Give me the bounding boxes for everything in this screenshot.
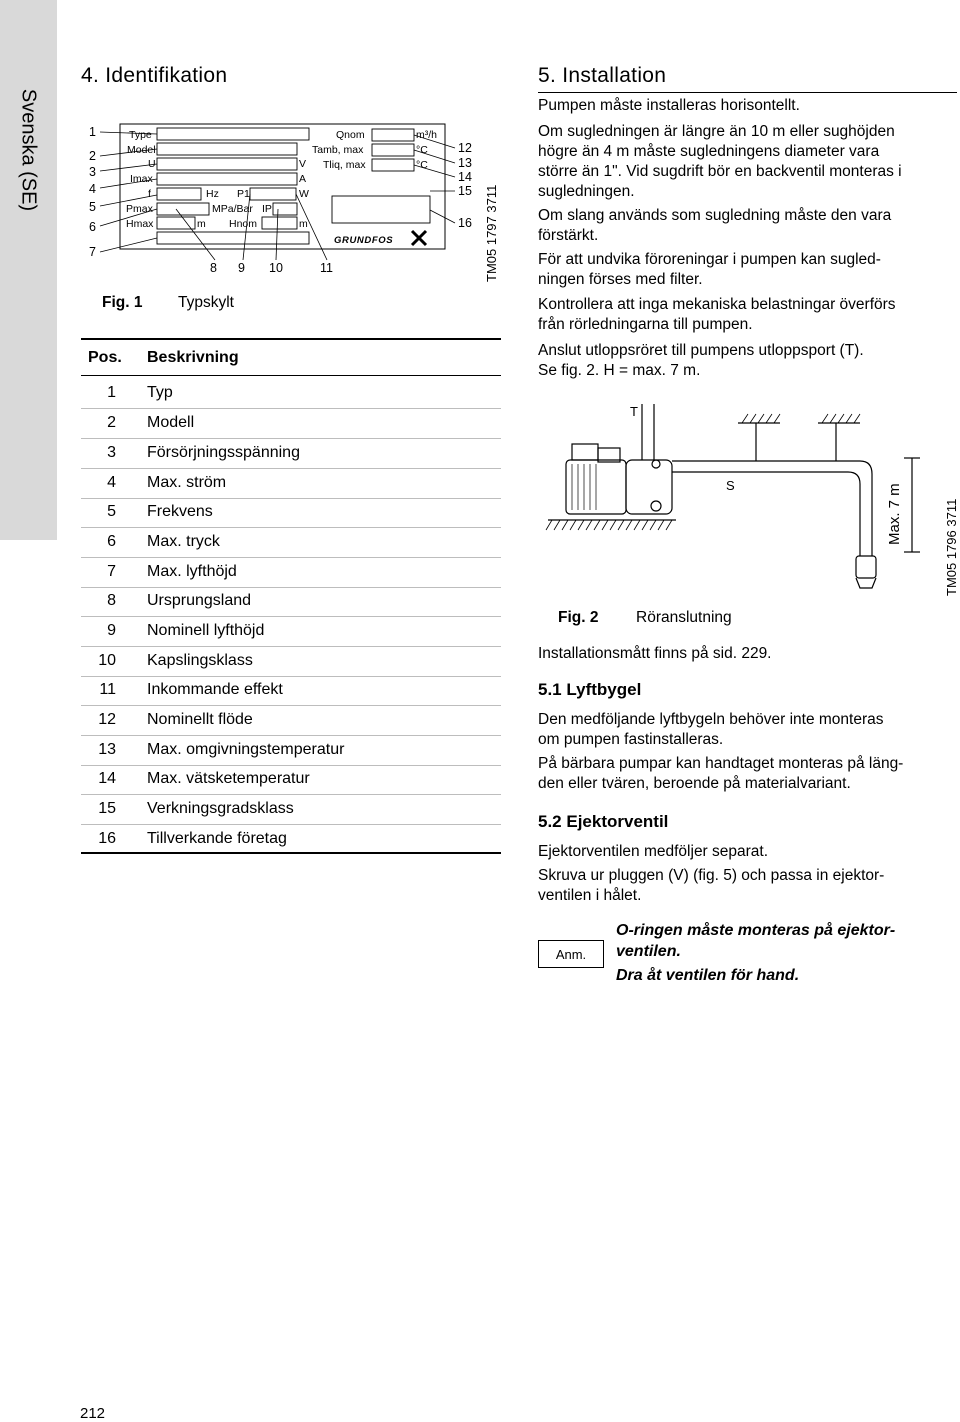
fig2-code: TM05 1796 3711 [944, 498, 959, 596]
plate-label-model: Model [127, 144, 156, 156]
plate-label-ip: IP [262, 203, 272, 215]
fig1-code: TM05 1797 3711 [484, 184, 499, 282]
plate-brand-text: GRUNDFOS [334, 235, 394, 246]
callout-3: 3 [89, 165, 96, 179]
language-side-tab [0, 0, 57, 540]
section-5-1-heading: 5.1 Lyftbygel [538, 680, 642, 699]
table-top-rule [81, 338, 501, 340]
plate-label-hnom: Hnom [229, 218, 258, 230]
plate-label-p1: P1 [237, 188, 250, 200]
sec5-paragraph-7: Installationsmått finns på sid. 229. [538, 645, 772, 662]
callout-1: 1 [89, 125, 96, 139]
table-row: 14 Max. vätsketemperatur [81, 764, 501, 795]
plate-label-degc1: °C [416, 144, 428, 156]
sec5-paragraph-3: Om slang används som sugledning måste den vara förstärkt. [538, 207, 892, 244]
callout-11: 11 [320, 261, 333, 275]
plate-label-u: U [148, 158, 156, 170]
sec51-paragraph-1: Den medföljande lyftbygeln behöver inte monteras om pumpen fastinstalleras. [538, 711, 884, 748]
note-line-1: O-ringen måste monteras på ejektor- [616, 922, 896, 939]
plate-label-hz: Hz [206, 188, 219, 200]
plate-label-m1: m [197, 218, 206, 230]
table-row: 4 Max. ström [81, 468, 501, 499]
table-row: 6 Max. tryck [81, 527, 501, 558]
callout-12: 12 [458, 141, 472, 155]
table-row: 15 Verkningsgradsklass [81, 794, 501, 825]
sec52-paragraph-1: Ejektorventilen medföljer separat. [538, 843, 769, 860]
section-5-heading: 5. Installation [538, 64, 667, 87]
fig1-caption-text: Typskylt [178, 294, 234, 311]
fig2-label-s: S [726, 478, 735, 493]
callout-16: 16 [458, 216, 472, 230]
plate-label-pmax: Pmax [126, 203, 153, 215]
table-row: 10 Kapslingsklass [81, 646, 501, 677]
callout-4: 4 [89, 182, 96, 196]
plate-label-v: V [299, 158, 307, 170]
table-row: 7 Max. lyfthöjd [81, 557, 501, 588]
plate-label-m3h: m³/h [416, 129, 437, 141]
fig1-caption-number: Fig. 1 [102, 294, 143, 311]
fig2-label-t: T [630, 404, 638, 419]
table-row: 11 Inkommande effekt [81, 675, 501, 706]
table-row: 2 Modell [81, 408, 501, 439]
callout-14: 14 [458, 170, 472, 184]
table-header-rule [81, 375, 501, 376]
table-bottom-rule [81, 852, 501, 854]
plate-label-w: W [299, 188, 309, 200]
plate-label-f: f [148, 188, 151, 200]
note-label: Anm. [555, 946, 587, 962]
plate-label-degc2: °C [416, 159, 428, 171]
note-line-3: Dra åt ventilen för hand. [616, 967, 800, 984]
table-row: 16 Tillverkande företag [98, 830, 287, 847]
callout-6: 6 [89, 220, 96, 234]
fig2-label-max: Max. 7 m [886, 483, 903, 545]
language-tab-label: Svenska (SE) [17, 88, 40, 212]
callout-7: 7 [89, 245, 96, 259]
plate-label-m2: m [299, 218, 308, 230]
table-row: 8 Ursprungsland [81, 586, 501, 617]
fig2-caption-number: Fig. 2 [558, 609, 599, 626]
table-row: 1 Typ [81, 378, 501, 409]
sec5-paragraph-2: Om sugledningen är längre än 10 m eller sughöjden högre än 4 m måste sugledningens diameter vara större än 1". Vid sugdrift bör en backventil monteras i sugledningen. [538, 123, 902, 200]
plate-label-type: Type [129, 129, 152, 141]
table-row: 12 Nominellt flöde [81, 705, 501, 736]
table-row: 9 Nominell lyfthöjd [81, 616, 501, 647]
plate-label-a: A [299, 173, 307, 185]
table-header-description: Beskrivning [147, 349, 239, 366]
page-number: 212 [80, 1405, 106, 1422]
table-row: 5 Frekvens [81, 497, 501, 528]
note-label-box [538, 940, 604, 968]
section-4-heading: 4. Identifikation [81, 64, 228, 87]
fig2-caption-text: Röranslutning [636, 609, 732, 626]
callout-8: 8 [210, 261, 217, 275]
table-header-pos: Pos. [88, 349, 122, 366]
pump-installation-figure [540, 398, 960, 608]
sec5-paragraph-5: Kontrollera att inga mekaniska belastningar överförs från rörledningarna till pumpen. [538, 296, 896, 333]
section-5-2-heading: 5.2 Ejektorventil [538, 812, 669, 831]
sec5-paragraph-4: För att undvika föroreningar i pumpen kan sugled- ningen förses med filter. [538, 251, 881, 288]
plate-label-tamb: Tamb, max [312, 144, 364, 156]
callout-10: 10 [269, 261, 283, 275]
sec5-paragraph-1: Pumpen måste installeras horisontellt. [538, 97, 800, 114]
plate-label-hmax: Hmax [126, 218, 154, 230]
callout-9: 9 [238, 261, 245, 275]
plate-label-tliq: Tliq, max [323, 159, 366, 171]
sec51-paragraph-2: På bärbara pumpar kan handtaget monteras på läng- den eller tvären, beroende på materialvariant. [538, 755, 904, 792]
callout-13: 13 [458, 156, 472, 170]
callout-2: 2 [89, 149, 96, 163]
nameplate-figure [78, 118, 518, 293]
sec52-paragraph-2: Skruva ur pluggen (V) (fig. 5) och passa in ejektor- ventilen i hålet. [538, 867, 885, 904]
section-5-rule [538, 92, 957, 93]
callout-15: 15 [458, 184, 472, 198]
plate-label-qnom: Qnom [336, 129, 365, 141]
table-row: 3 Försörjningsspänning [81, 438, 501, 469]
note-line-2: ventilen. [616, 943, 681, 960]
brand-x-logo [412, 231, 426, 245]
plate-label-mpa: MPa/Bar [212, 203, 253, 215]
table-row: 13 Max. omgivningstemperatur [81, 735, 501, 766]
sec5-paragraph-6: Anslut utloppsröret till pumpens utloppsport (T). Se fig. 2. H = max. 7 m. [538, 342, 864, 379]
plate-label-imax: Imax [130, 173, 153, 185]
callout-5: 5 [89, 200, 96, 214]
